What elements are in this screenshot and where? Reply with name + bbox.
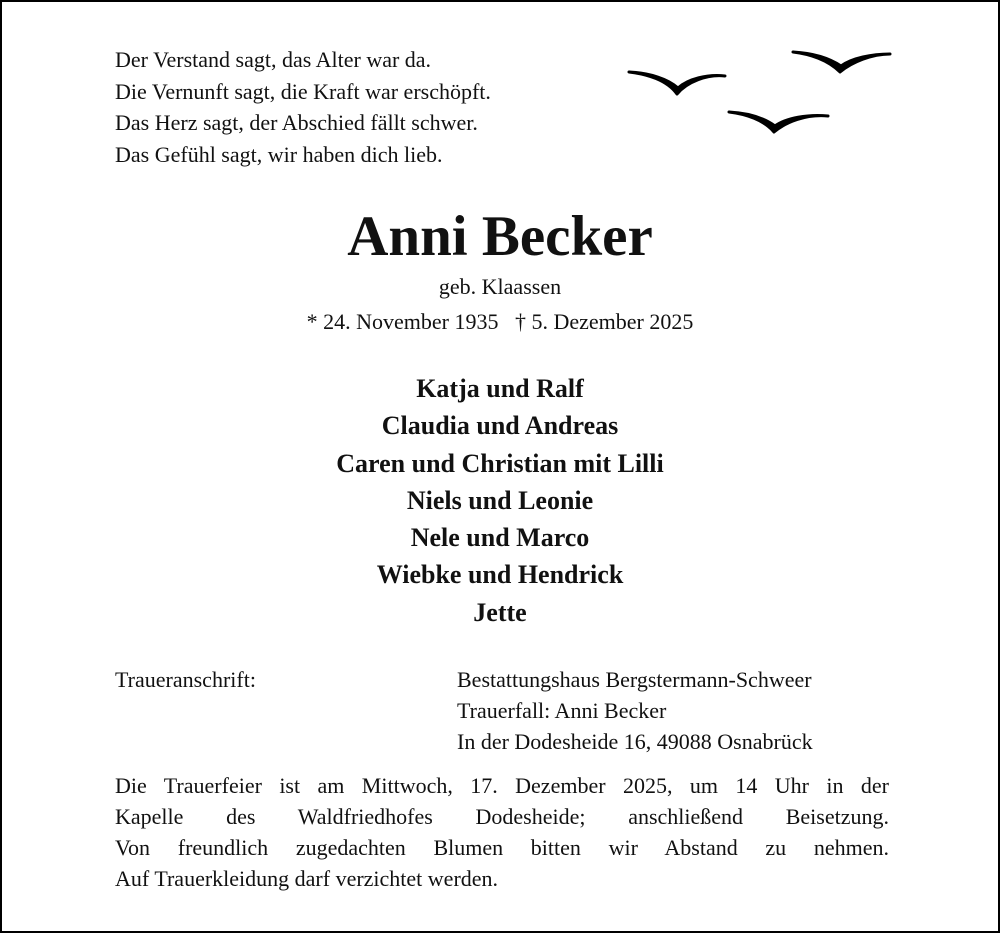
poem-line: Das Herz sagt, der Abschied fällt schwer. [115, 110, 478, 135]
family-member: Caren und Christian mit Lilli [336, 448, 664, 478]
poem-line: Das Gefühl sagt, wir haben dich lieb. [115, 141, 443, 167]
family-member: Wiebke und Hendrick [376, 560, 624, 590]
mourning-address [457, 664, 813, 757]
poem [115, 44, 491, 170]
ceremony-line: Kapelle des Waldfriedhofes Dodesheide; anschließend Beisetzung. [115, 804, 889, 829]
life-dates: * 24. November 1935 † 5. Dezember 2025 [306, 309, 694, 334]
bird-left-icon [629, 72, 725, 94]
bird-bottom-icon [729, 112, 828, 132]
family-member: Nele und Marco [410, 523, 590, 553]
ceremony-line: Auf Trauerkleidung darf verzichtet werden. [115, 866, 499, 891]
ceremony-line: Von freundlich zugedachten Blumen bitten wir Abstand zu nehmen. [115, 835, 889, 860]
address-line: Bestattungshaus Bergstermann-Schweer [457, 667, 812, 692]
family-member: Jette [473, 597, 527, 627]
address-line: In der Dodesheide 16, 49088 Osnabrück [457, 729, 813, 754]
maiden-name: geb. Klaassen [438, 274, 562, 299]
family-member: Niels und Leonie [406, 485, 594, 515]
birds-icon [622, 42, 902, 142]
deceased-name: Anni Becker [347, 205, 653, 268]
ceremony-line: Die Trauerfeier ist am Mittwoch, 17. Dezember 2025, um 14 Uhr in der [115, 773, 889, 798]
address-label: Traueranschrift: [115, 667, 256, 692]
poem-line: Der Verstand sagt, das Alter war da. [115, 47, 432, 72]
address-line: Trauerfall: Anni Becker [457, 698, 667, 723]
family-list [2, 370, 998, 631]
family-member: Katja und Ralf [416, 374, 584, 403]
bird-right-icon [793, 52, 890, 72]
family-member: Claudia und Andreas [381, 411, 619, 441]
ceremony-info [115, 770, 889, 894]
poem-line: Die Vernunft sagt, die Kraft war erschöpft. [115, 78, 491, 104]
